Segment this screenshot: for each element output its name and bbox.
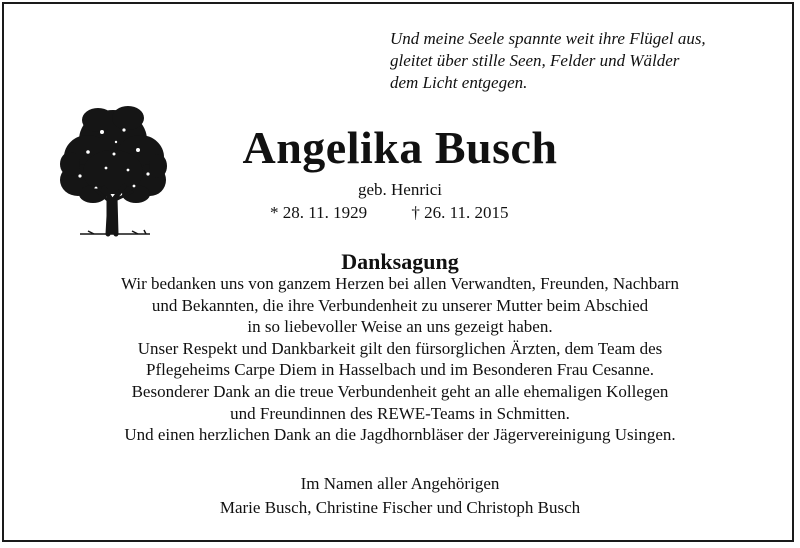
maiden-name: geb. Henrici <box>357 180 443 199</box>
thanks-line: Besonderer Dank an die treue Verbundenheit geht an alle ehemaligen Kollegen <box>131 381 669 401</box>
signature-names: Marie Busch, Christine Fischer und Christoph Busch <box>219 498 581 517</box>
thanks-line: Und einen herzlichen Dank an die Jagdhornbläser der Jägervereinigung Usingen. <box>124 425 676 445</box>
signature-block <box>0 472 800 520</box>
thanks-line: und Bekannten, die ihre Verbundenheit zu unserer Mutter beim Abschied <box>151 295 649 315</box>
thanks-text <box>0 273 800 446</box>
thanks-line: Pflegeheims Carpe Diem in Hasselbach und im Besonderen Frau Cesanne. <box>146 360 654 380</box>
thanks-heading: Danksagung <box>341 249 459 274</box>
poem-line: dem Licht entgegen. <box>390 73 528 92</box>
signature-intro: Im Namen aller Angehörigen <box>300 474 500 493</box>
poem-line: gleitet über stille Seen, Felder und Wälder <box>390 51 680 70</box>
birth-date: * 28. 11. 1929 <box>270 203 368 222</box>
poem-line: Und meine Seele spannte weit ihre Flügel aus, <box>390 29 706 48</box>
life-dates <box>270 202 509 224</box>
poem-verse <box>390 28 790 94</box>
thanks-line: und Freundinnen des REWE-Teams in Schmitten. <box>230 403 570 423</box>
thanks-line: Unser Respekt und Dankbarkeit gilt den fürsorglichen Ärzten, dem Team des <box>137 338 663 358</box>
death-date: † 26. 11. 2015 <box>411 203 509 222</box>
thanks-line: in so liebevoller Weise an uns gezeigt haben. <box>247 317 553 337</box>
deceased-name: Angelika Busch <box>242 122 558 173</box>
thanks-line: Wir bedanken uns von ganzem Herzen bei allen Verwandten, Freunden, Nachbarn <box>121 274 679 293</box>
